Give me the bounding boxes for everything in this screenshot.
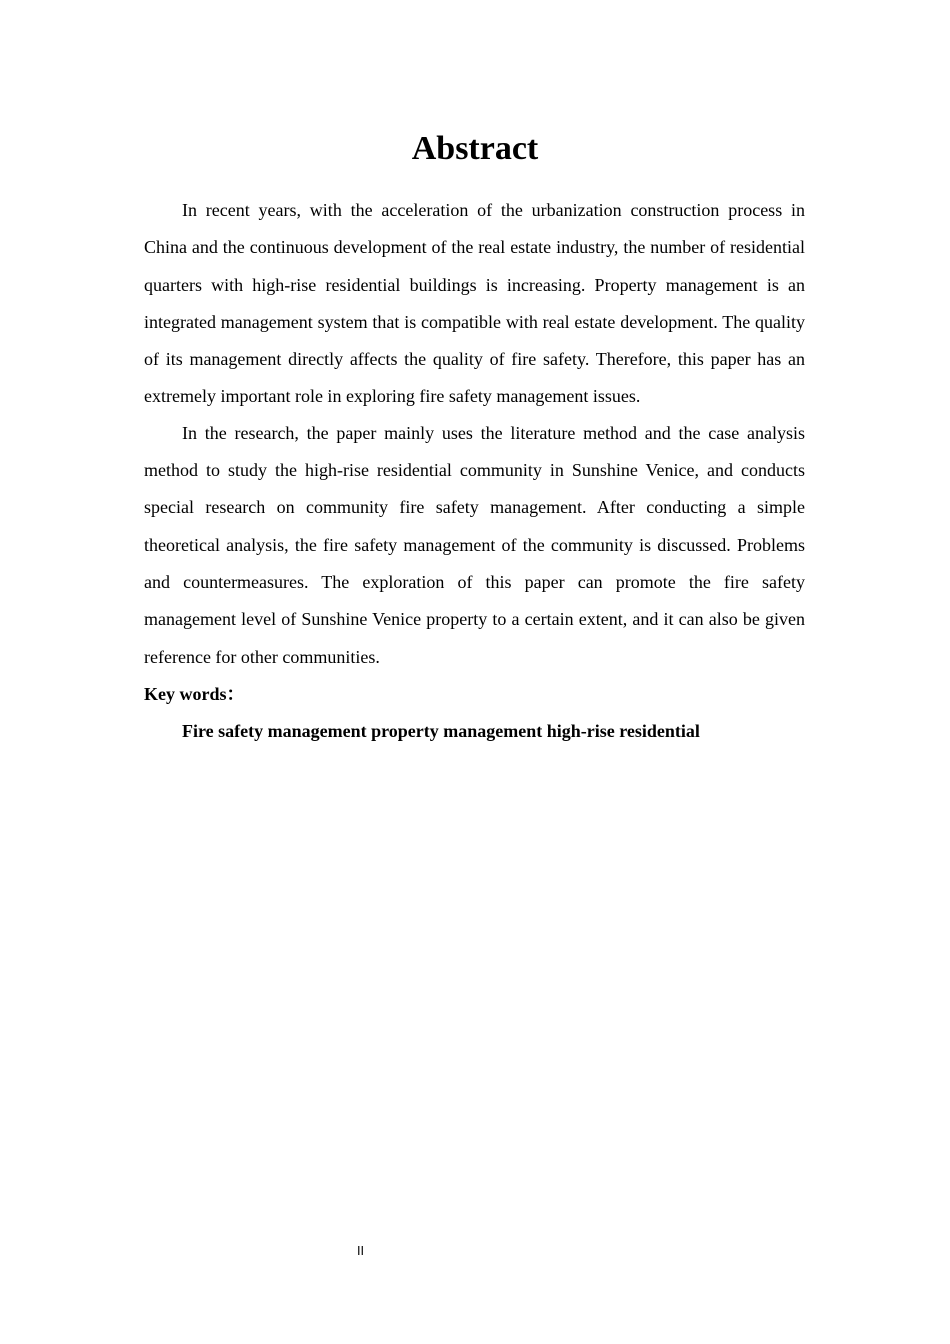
keywords-list: Fire safety management property management high-rise residential [182, 720, 700, 741]
page-number: II [357, 1244, 365, 1258]
keywords-label: Key words： [144, 683, 245, 704]
abstract-body [144, 192, 805, 750]
abstract-paragraph-1: In recent years, with the acceleration of the urbanization construction process in China and the continuous development of the real estate industry, the number of residential quarters with high-rise residential buildings is increasing. Property management is an integrated management system that is compatible with real estate development. The quality of its management directly affects the quality of fire safety. Therefore, this paper has an extremely important role in exploring fire safety management issues. [144, 200, 805, 407]
page-title: Abstract [411, 130, 539, 167]
abstract-paragraph-2: In the research, the paper mainly uses the literature method and the case analysis method to study the high-rise residential community in Sunshine Venice, and conducts special research on community fire safety management. After conducting a simple theoretical analysis, the fire safety management of the community is discussed. Problems and countermeasures. The exploration of this paper can promote the fire safety management level of Sunshine Venice property to a certain extent, and it can also be given reference for other communities. [144, 422, 805, 667]
